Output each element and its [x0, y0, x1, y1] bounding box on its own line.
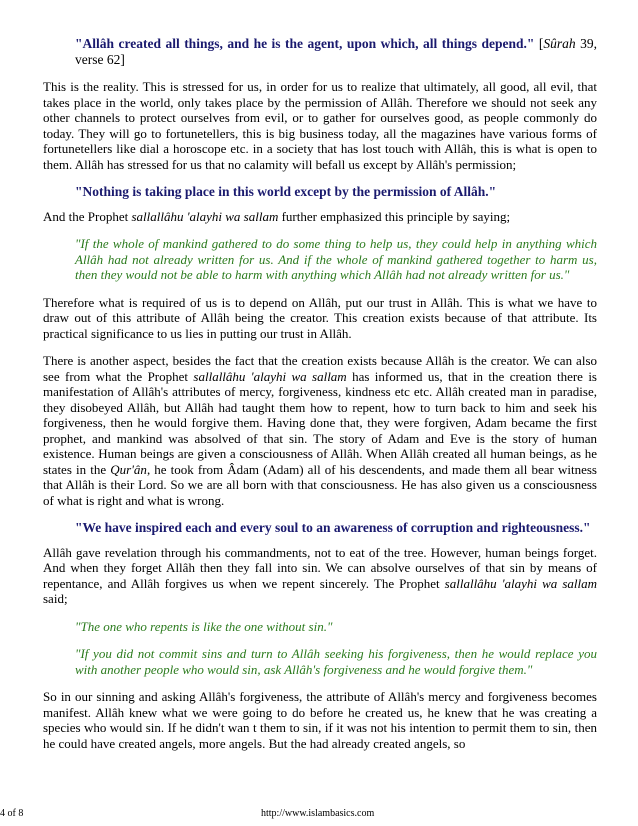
hadith-mankind: "If the whole of mankind gathered to do some thing to help us, they could help in anything which Allâh had not already written for us. And if the whole of mankind gathered together to harm us, then they would not be able to harm with anything which Allâh had not already written for us." — [75, 236, 597, 282]
quote-inspired: "We have inspired each and every soul to an awareness of corruption and righteousness." — [75, 520, 591, 535]
page-number: 4 of 8 — [0, 808, 24, 819]
paragraph-prophet-emphasis: And the Prophet sallallâhu 'alayhi wa sallam further emphasized this principle by saying; — [43, 208, 511, 224]
paragraph-sinning: So in our sinning and asking Allâh's forgiveness, the attribute of Allâh's mercy and forgiveness becomes manifest. Allâh knew what we were going to do before he created us, he knew that he was creating a species who would sin. If he didn't wan t them to sin, if it was not his intention to permit them to sin, then he could have created angels, more angels. But the had already created angels, so — [43, 689, 597, 751]
paragraph-trust: Therefore what is required of us is to depend on Allâh, put our trust in Allâh. This is what we have to draw out of this attribute of Allâh being the creator. This creation exists because of that attribute. Its practical significance to us lies in putting our trust in Allâh. — [43, 294, 597, 341]
document-body — [43, 36, 597, 751]
paragraph-revelation: Allâh gave revelation through his commandments, not to eat of the tree. However, human beings forget. And when they forget Allâh then they fall into sin. We can absolve ourselves of that sin by means of repentance, and Allâh forgives us when we repent sincerely. The Prophet sallallâhu 'alayhi wa sallam said; — [43, 544, 597, 606]
quote-permission: "Nothing is taking place in this world except by the permission of Allâh." — [75, 184, 497, 199]
hadith-repents: "The one who repents is like the one without sin." — [75, 618, 333, 634]
footer-url[interactable]: http://www.islambasics.com — [261, 808, 375, 819]
quote-surah-39: "Allâh created all things, and he is the agent, upon which, all things depend." [Sûrah 39, verse 62] — [75, 36, 598, 67]
paragraph-another-aspect: There is another aspect, besides the fact that the creation exists because Allâh is the creator. We can also see from what the Prophet sallallâhu 'alayhi wa sallam has informed us, that in the creation there is manifestation of Allâh's attributes of mercy, forgiveness, kindness etc etc. Allâh created man in paradise, they disobeyed Allâh, but Allâh had taught them how to repent, how to turn back to him and seek his forgiveness, then he would forgive them. Having done that, they were forgiven, Adam became the first prophet, and mankind was absolved of that sin. The story of Adam and Eve is the story of human existence. Human beings are given a consciousness of Allâh. When Allâh created all human beings, as he states in the Qur'ân, he took from Âdam (Adam) all of his descendents, and made them all bear witness that Allâh is their Lord. So we are all born with that consciousness. He has also given us a consciousness of what is right and what is wrong. — [43, 353, 597, 508]
hadith-forgiveness: "If you did not commit sins and turn to Allâh seeking his forgiveness, then he would replace you with another people who would sin, ask Allâh's forgiveness and he would forgive them." — [75, 646, 597, 677]
paragraph-reality: This is the reality. This is stressed for us, in order for us to realize that ultimately, all good, all evil, that takes place in the world, only takes place by the permission of Allâh. Therefore we should not seek any other channels to protect ourselves from evil, or to gather for ourselves good, as people commonly do today. They will go to fortunetellers, this is big business today, all the magazines have various forms of fortunetellers like dial a horoscope etc. in a society that has lost touch with Allâh, this is what is open to them. Allâh has stressed for us that no calamity will befall us except by Allâh's permission; — [43, 79, 597, 172]
